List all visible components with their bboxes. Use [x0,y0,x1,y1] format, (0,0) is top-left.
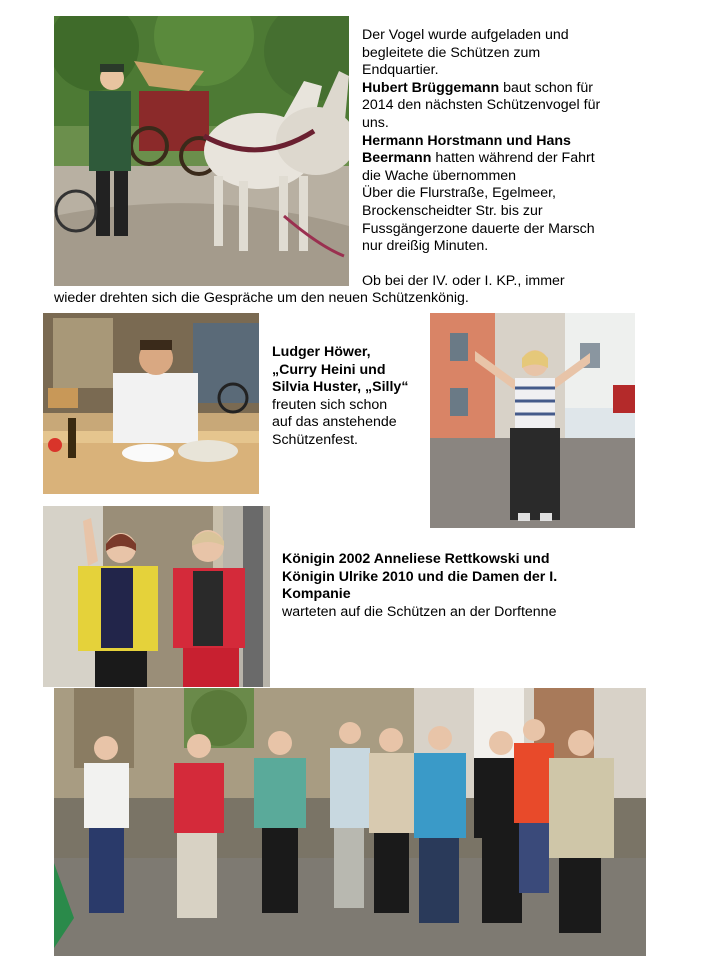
text-block-ludger [272,344,432,450]
text-line: 2014 den nächsten Schützenvogel für [362,97,601,114]
text-line: uns. [362,114,389,131]
text-line: begleitete die Schützen zum [362,44,541,61]
person-names: Königin Ulrike 2010 und die Damen der I. [282,568,558,585]
text-block-bird [362,27,692,256]
person-names: Königin 2002 Anneliese Rettkowski und [282,551,550,567]
text-line: warteten auf die Schützen an der Dorftenne [282,603,557,620]
text-line: auf das anstehende [272,414,397,431]
text-line: Brockenscheidter Str. bis zur [362,202,543,219]
text-line: freuten sich schon [272,396,388,413]
text-line: nur dreißig Minuten. [362,238,489,255]
text-line [362,150,692,168]
text-talk-line-1: Ob bei der IV. oder I. KP., immer [362,273,565,289]
photo-group-ladies [54,688,646,956]
person-name: Hubert Brüggemann [362,79,500,96]
text-talk-line-2: wieder drehten sich die Gespräche um den neuen Schützenkönig. [54,290,469,306]
text-line: Der Vogel wurde aufgeladen und [362,27,569,43]
text-line: Schützenfest. [272,431,358,448]
photo-two-queens [43,506,270,687]
person-names: Silvia Huster, „Silly“ [272,379,409,396]
text-line: Endquartier. [362,62,439,79]
person-name: Beermann [362,150,432,167]
text-line: Über die Flurstraße, Egelmeer, [362,185,556,202]
person-names: Hermann Horstmann und Hans [362,132,571,149]
person-names: Kompanie [282,586,351,603]
text-run: hatten während der Fahrt [431,150,595,167]
person-names: Ludger Höwer, [272,344,371,360]
photo-horse-carriage [54,16,349,286]
text-line: Fussgängerzone dauerte der Marsch [362,220,595,237]
text-line: die Wache übernommen [362,167,517,184]
text-line [362,80,692,98]
text-run: baut schon für [499,79,594,96]
photo-cafe-table [43,313,259,494]
photo-woman-street [430,313,635,528]
text-block-queens [282,551,612,621]
person-names: „Curry Heini und [272,361,386,378]
